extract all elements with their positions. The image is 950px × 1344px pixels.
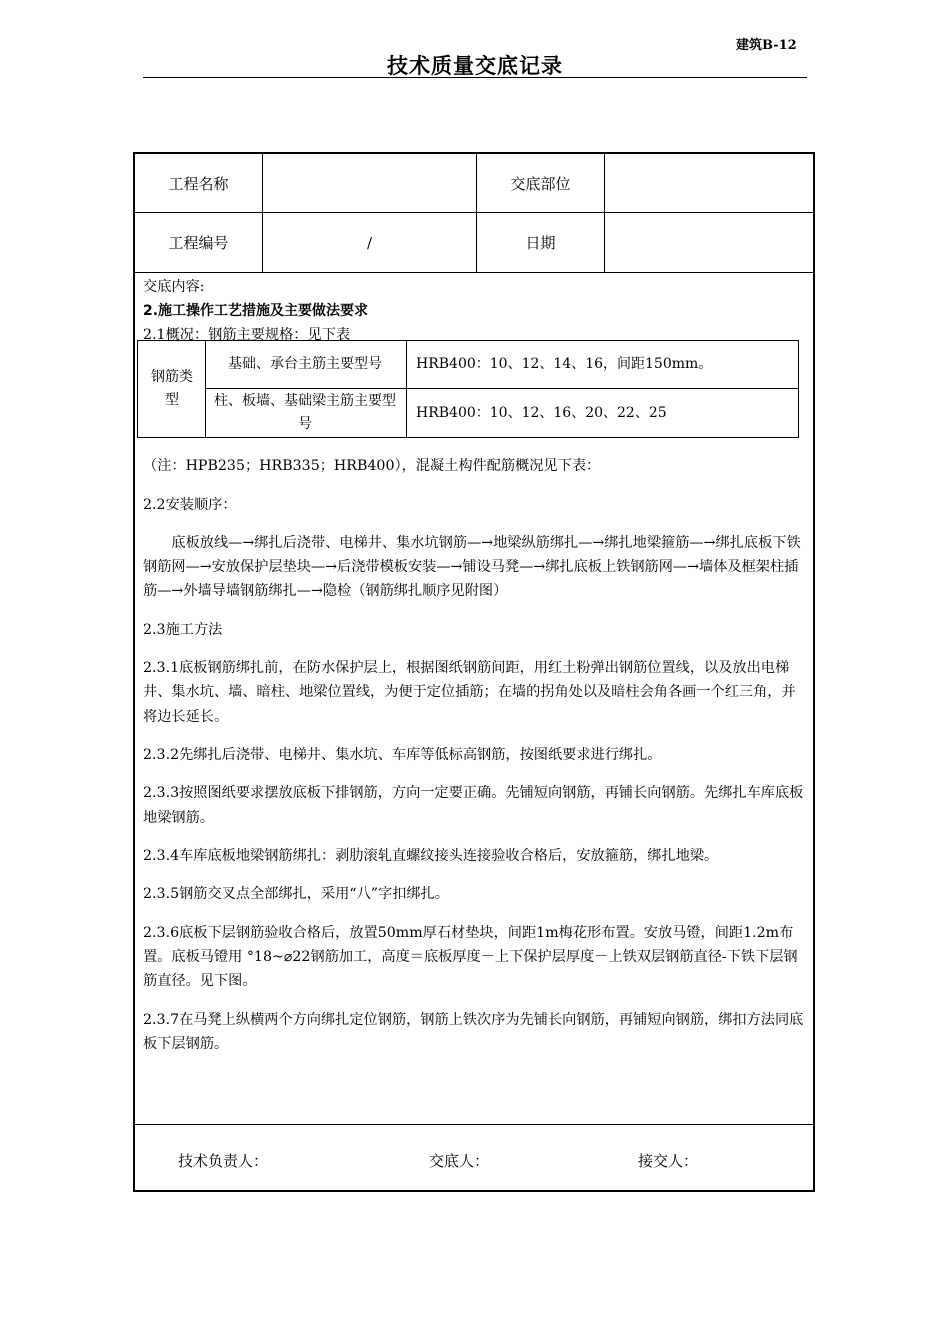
content-label: 交底内容: xyxy=(143,279,205,295)
record-form xyxy=(133,152,815,1192)
grid-line xyxy=(205,341,206,437)
project-no-label: 工程编号 xyxy=(168,234,229,252)
paragraph: 2.3.2先绑扎后浇带、电梯井、集水坑、车库等低标高钢筋，按图纸要求进行绑扎。 xyxy=(143,746,662,763)
spec-row-name: 基础、承台主筋主要型号 xyxy=(228,356,382,372)
grid-line xyxy=(406,341,407,437)
grid-line xyxy=(135,272,813,273)
presenter-signature[interactable]: 交底人： xyxy=(429,1152,490,1170)
tech-lead-signature[interactable]: 技术负责人： xyxy=(178,1152,269,1170)
spec-row-value: HRB400：10、12、16、20、22、25 xyxy=(416,404,667,421)
date-label: 日期 xyxy=(525,234,556,252)
paragraph: 2.2安装顺序： xyxy=(143,496,237,513)
title-underline xyxy=(143,77,807,78)
rebar-type-label: 钢筋类型 xyxy=(151,369,193,408)
paragraph: 2.3.1底板钢筋绑扎前，在防水保护层上，根据图纸钢筋间距，用红土粉弹出钢筋位置线，以及放出电梯井、集水坑、墙、暗柱、地梁位置线，为便于定位插筋；在墙的拐角处以及暗柱会角各画一个红三角，并将边长延长。 xyxy=(143,660,796,725)
document-title: 技术质量交底记录 xyxy=(387,53,563,78)
location-label: 交底部位 xyxy=(510,174,571,193)
content-body xyxy=(143,440,807,1070)
paragraph: 2.3.7在马凳上纵横两个方向绑扎定位钢筋，钢筋上铁次序为先铺长向钢筋，再铺短向钢筋，绑扣方法同底板下层钢筋。 xyxy=(143,1011,804,1052)
location-field[interactable] xyxy=(605,154,813,212)
paragraph: 底板放线—→绑扎后浇带、电梯井、集水坑钢筋—→地梁纵筋绑扎—→绑扎地梁箍筋—→绑扎底板下铁钢筋网—→安放保护层垫块—→后浇带模板安装—→铺设马凳—→绑扎底板上铁钢筋网—→墙体及框架柱插筋—→外墙导墙钢筋绑扎—→隐检（钢筋绑扎顺序见附图） xyxy=(143,534,801,600)
rebar-spec-table xyxy=(137,340,799,438)
content-header xyxy=(143,275,807,348)
paragraph: 2.3施工方法 xyxy=(143,621,223,638)
project-no-field[interactable]: / xyxy=(366,233,373,252)
paragraph: 2.3.5钢筋交叉点全部绑扎，采用“八”字扣绑扎。 xyxy=(143,886,449,903)
section-heading: 2.施工操作工艺措施及主要做法要求 xyxy=(143,303,369,320)
paragraph: 2.3.6底板下层钢筋验收合格后，放置50mm厚石材垫块，间距1m梅花形布置。安放马镫，间距1.2m布置。底板马镫用 °18~⌀22钢筋加工，高度＝底板厚度－上下保护层厚度－上铁双层钢筋直径-下铁下层钢筋直径。见下图。 xyxy=(143,924,798,990)
grid-line xyxy=(135,1124,813,1125)
overview-line: 2.1概况：钢筋主要规格：见下表 xyxy=(143,327,351,344)
paragraph: （注：HPB235；HRB335；HRB400），混凝土构件配筋概况见下表： xyxy=(143,458,601,475)
date-field[interactable] xyxy=(605,213,813,272)
form-code: 建筑B-12 xyxy=(736,38,797,53)
spec-row-value: HRB400：10、12、14、16，间距150mm。 xyxy=(416,356,713,372)
paragraph: 2.3.3按照图纸要求摆放底板下排钢筋，方向一定要正确。先铺短向钢筋，再铺长向钢筋。先绑扎车库底板地梁钢筋。 xyxy=(143,785,804,826)
receiver-signature[interactable]: 接交人： xyxy=(638,1152,699,1170)
project-name-field[interactable] xyxy=(263,154,476,212)
paragraph: 2.3.4车库底板地梁钢筋绑扎：剥肋滚轧直螺纹接头连接验收合格后，安放箍筋，绑扎地梁。 xyxy=(143,847,719,864)
spec-row-name: 柱、板墙、基础梁主筋主要型号 xyxy=(214,393,396,432)
project-name-label: 工程名称 xyxy=(168,174,229,193)
